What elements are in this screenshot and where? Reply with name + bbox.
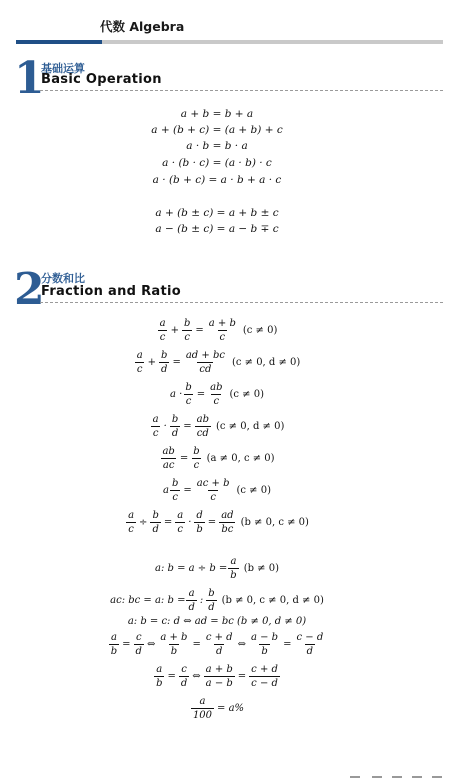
fraction-equation: $\frac{ab}{ac}$ = $\frac{b}{c}$ (a ≠ 0, c ≠ 0): [162, 446, 275, 471]
ratio-equation: a: b = c: d ⇔ ad = bc (b ≠ 0, d ≠ 0): [127, 616, 307, 627]
fraction-equation: $\frac{a}{c}$ ÷ $\frac{b}{d}$ = $\frac{a}{c}$ · $\frac{d}{b}$ = $\frac{ad}{bc}$ (b ≠ 0, c ≠ 0): [128, 510, 309, 535]
ratio-equation: ac: bc = a: b = $\frac{a}{d}$ : b d (b ≠ 0, c ≠ 0, d ≠ 0): [110, 588, 324, 613]
footer-mark: [412, 776, 422, 778]
fraction-equation: a · $\frac{b}{c}$ = $\frac{ab}{c}$ (c ≠ 0): [169, 382, 264, 407]
section-number-2: 2: [14, 264, 45, 315]
ratio-equation: $\frac{a}{b}$ = $\frac{c}{d}$ ⇔ $\frac{a + b}{a - b}$ = $\frac{c + d}{c - d}$: [156, 664, 278, 689]
section-title-cn-2: 分数和比: [41, 272, 85, 285]
header-rule: [102, 40, 443, 44]
section-divider-2: [40, 302, 443, 303]
equation: a · b = b · a: [186, 140, 248, 152]
fraction-equation: a $\frac{b}{c}$ = $\frac{ac + b}{c}$ (c ≠ 0): [163, 478, 271, 503]
equation: a · (b · c) = (a · b) · c: [162, 157, 272, 169]
section-title-cn-1: 基础运算: [41, 62, 85, 75]
section-title-en-2: Fraction and Ratio: [41, 284, 181, 299]
section-number-1: 1: [14, 53, 45, 104]
fraction-equation: a c + $\frac{b}{c}$ = $\frac{a + b}{c}$ (c ≠ 0): [159, 318, 278, 343]
equation: a + (b ± c) = a + b ± c: [155, 207, 279, 219]
equation: a + (b + c) = (a + b) + c: [151, 124, 283, 136]
footer-mark: [392, 776, 402, 778]
equation: a · (b + c) = a · b + a · c: [152, 174, 282, 186]
fraction-equation: a c + $\frac{b}{d}$ = $\frac{ad + bc}{cd}$ (c ≠ 0, d ≠ 0): [136, 350, 301, 375]
page-title: 代数 Algebra: [100, 19, 185, 34]
ratio-equation: $\frac{a}{100}$ = a%: [192, 696, 245, 721]
section-title-en-1: Basic Operation: [41, 72, 162, 87]
footer-mark: [372, 776, 382, 778]
fraction-equation: a c · $\frac{b}{d}$ = $\frac{ab}{cd}$ (c ≠ 0, d ≠ 0): [152, 414, 285, 439]
ratio-equation: a: b = a ÷ b = $\frac{a}{b}$ (b ≠ 0): [154, 556, 280, 581]
ratio-equation: $\frac{a}{b}$ = $\frac{c}{d}$ ⇔ $\frac{a + b}{b}$ = $\frac{c + d}{d}$ ⇔ $\frac{a - b}{b}$ = $\frac{c - d}{d}$: [110, 632, 324, 657]
header-rule-accent: [16, 40, 102, 44]
footer-mark: [350, 776, 360, 778]
footer-mark: [432, 776, 442, 778]
equation: a + b = b + a: [180, 108, 254, 120]
equation: a − (b ± c) = a − b ∓ c: [155, 223, 279, 235]
section-divider-1: [40, 90, 443, 91]
